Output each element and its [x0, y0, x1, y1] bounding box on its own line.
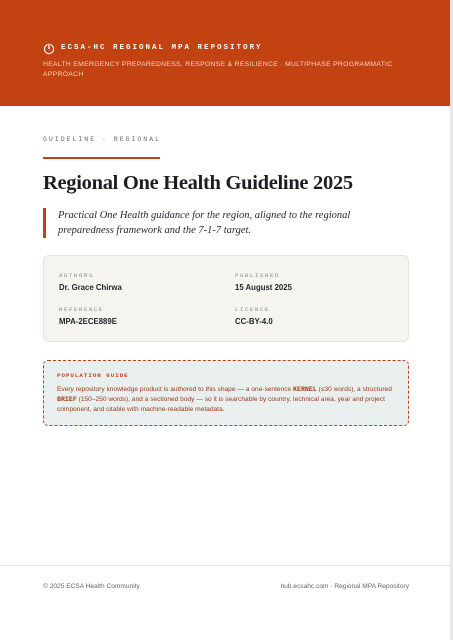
population-guide-label: POPULATION GUIDE — [57, 372, 129, 379]
kicker-accent-rule — [43, 157, 160, 159]
guide-text-part: Every repository knowledge product is authored to this shape — a one-sentence — [57, 386, 294, 393]
licence-label: LICENCE — [235, 306, 270, 313]
brand-row — [43, 42, 263, 54]
licence-value: CC-BY-4.0 — [235, 317, 273, 326]
power-icon — [43, 42, 55, 54]
reference-value: MPA-2ECE889E — [59, 317, 117, 326]
footer-copyright: © 2025 ECSA Health Community — [43, 583, 140, 590]
footer-divider — [0, 565, 450, 566]
guide-text-part: (≤30 words), a structured — [316, 386, 392, 393]
brief-code: BRIEF — [57, 396, 77, 403]
authors-label: AUTHORS — [59, 272, 94, 279]
guide-text-part: (150–250 words), and a sectioned body — so it is searchable by country, technical area, year and project component, and citable with machine-readable metadata. — [57, 396, 385, 413]
published-value: 15 August 2025 — [235, 283, 292, 292]
reference-label: REFERENCE — [59, 306, 104, 313]
metadata-card — [43, 255, 409, 342]
population-guide-text — [57, 385, 397, 415]
document-kicker: GUIDELINE · REGIONAL — [43, 136, 162, 143]
kernel-code: KERNEL — [293, 386, 317, 393]
published-label: PUBLISHED — [235, 272, 280, 279]
footer-site-link[interactable]: hub.ecsahc.com · Regional MPA Repository — [280, 583, 409, 590]
authors-value: Dr. Grace Chirwa — [59, 283, 122, 292]
document-lede: Practical One Health guidance for the region, aligned to the regional preparedness framework and the 7-1-7 target. — [43, 208, 378, 238]
population-guide-callout — [43, 360, 409, 426]
brand-subtitle: HEALTH EMERGENCY PREPAREDNESS, RESPONSE & RESILIENCE · MULTIPHASE PROGRAMMATIC APPROACH — [43, 61, 393, 78]
brand-title[interactable]: ECSA-HC REGIONAL MPA REPOSITORY — [61, 44, 263, 52]
repository-header — [0, 0, 453, 106]
page-title: Regional One Health Guideline 2025 — [43, 172, 353, 194]
